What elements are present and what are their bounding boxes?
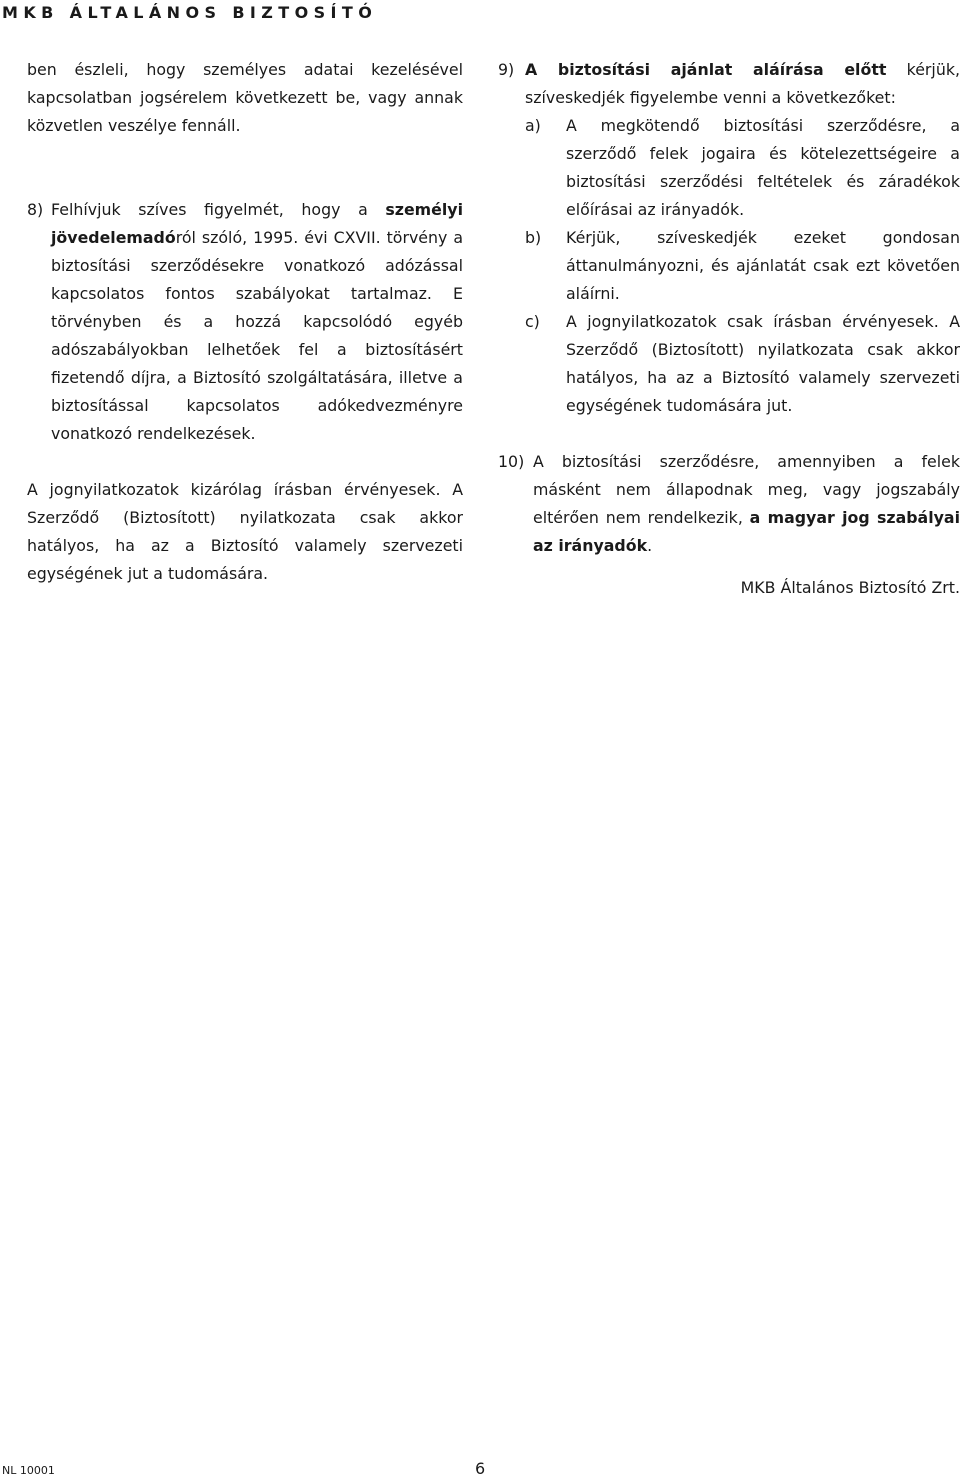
left-column bbox=[27, 56, 463, 588]
bold-term: a magyar jog szabályai az irányadók bbox=[533, 508, 960, 555]
right-column bbox=[498, 56, 960, 602]
item-number: 8) bbox=[27, 200, 44, 219]
sub-item-text: A jognyilatkozatok csak írásban érvényesek. A Szerződő (Biztosított) nyilatkozata csak akkor hatályos, ha az a Biztosító valamely szervezeti egységének tudomására jut. bbox=[566, 312, 960, 415]
item-9-intro: A biztosítási ajánlat aláírása előtt kérjük, szíveskedjék figyelembe venni a következőket: bbox=[525, 60, 960, 107]
bold-term: A biztosítási ajánlat aláírása előtt bbox=[525, 60, 887, 79]
sub-item-text: Kérjük, szíveskedjék ezeket gondosan áttanulmányozni, és ajánlatát csak ezt követően aláírni. bbox=[566, 228, 960, 303]
sub-item-c bbox=[525, 308, 960, 420]
document-header: MKB ÁLTALÁNOS BIZTOSÍTÓ bbox=[2, 3, 378, 22]
item-9 bbox=[498, 56, 960, 420]
item-8-text: Felhívjuk szíves figyelmét, hogy a személyi jövedelemadóról szóló, 1995. évi CXVII. törvény a biztosítási szerződésekre vonatkozó adózással kapcsolatos fontos szabályokat tartalmaz. E törvényben és a hozzá kapcsolódó egyéb adószabályokban lelhetőek fel a biztosításért fizetendő díjra, a Biztosító szolgáltatására, illetve a biztosítással kapcsolatos adókedvezményre vonatkozó rendelkezések. bbox=[51, 200, 463, 443]
sub-item-b bbox=[525, 224, 960, 308]
sub-item-letter: a) bbox=[525, 116, 541, 135]
item-number: 10) bbox=[498, 452, 525, 471]
item-number: 9) bbox=[498, 60, 515, 79]
intro-paragraph: ben észleli, hogy személyes adatai kezelésével kapcsolatban jogsérelem következett be, vagy annak közvetlen veszélye fennáll. bbox=[27, 60, 463, 135]
item-10-text: A biztosítási szerződésre, amennyiben a felek másként nem állapodnak meg, vagy jogszabály eltérően nem rendelkezik, a magyar jog szabályai az irányadók. bbox=[533, 452, 960, 555]
footer-code: NL 10001 bbox=[2, 1464, 55, 1477]
page-number: 6 bbox=[475, 1459, 486, 1478]
sub-item-a bbox=[525, 112, 960, 224]
item-8 bbox=[27, 196, 463, 448]
signature: MKB Általános Biztosító Zrt. bbox=[740, 578, 960, 597]
item-10 bbox=[498, 448, 960, 560]
sub-item-text: A megkötendő biztosítási szerződésre, a szerződő felek jogaira és kötelezettségeire a biztosítási szerződési feltételek és záradékok előírásai az irányadók. bbox=[566, 116, 960, 219]
bold-term: személyi jövedelemadó bbox=[51, 200, 463, 247]
statement-paragraph: A jognyilatkozatok kizárólag írásban érvényesek. A Szerződő (Biztosított) nyilatkozata csak akkor hatályos, ha az a Biztosító valamely szervezeti egységének jut a tudomására. bbox=[27, 480, 463, 583]
sub-item-letter: c) bbox=[525, 312, 540, 331]
sub-item-letter: b) bbox=[525, 228, 542, 247]
